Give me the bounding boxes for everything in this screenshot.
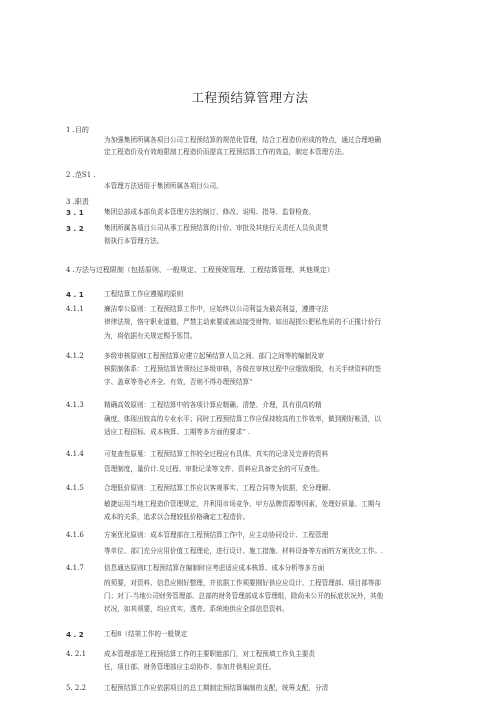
paragraph-line: 多级审核原则I工程预结算应建立起殛结算人员之间、部门之间等的编制及审 — [104, 352, 325, 360]
section-number: 4.1.7 — [66, 564, 84, 572]
section-number: 4. 2.1 — [66, 650, 87, 658]
paragraph-line: 成本管理部是工程预结算工作的主要职能部门，对工程预填工作负主要责 — [104, 650, 315, 658]
section-number: 1 .目的 — [66, 126, 89, 134]
paragraph-line: 适应工程招标、成本核算、工期等多方面的要求” . — [104, 428, 251, 436]
paragraph-line: 集团所属各项目公司从事工程预结算的计价、审批及其他行关责任人员负责贯 — [104, 224, 329, 232]
section-number: 4.1.5 — [66, 484, 84, 492]
paragraph-line: 状况，如其须要，均应真实、透亮、系统地供应全部信息资料。 — [104, 605, 289, 613]
paragraph-line: 字、盖章等务必齐全、有效，否则不得办理预结算“ — [104, 378, 253, 386]
section-number: 4 . 2 — [66, 630, 84, 639]
paragraph-line: 定工程造价及有效地限制工程造价而提高工程预结算工作的效益，制定本管理方法。 — [104, 148, 348, 156]
paragraph-line: 工程预结算工作应依据项目的总工期制定预结算编制的支配，统筹支配，分清 — [104, 684, 329, 692]
section-number: 4 . 1 — [66, 290, 84, 299]
section-number: 4.1.4 — [66, 450, 84, 458]
paragraph-line: 的须要，对资料、信息应刚好整理，并依据工作须要刚好供应应设计、工程管理部、项目部等部 — [104, 579, 381, 587]
paragraph-line: 可复查性原戛：工程预结算工作的全过程应有具体、真实的记录及完善的资料 — [104, 450, 329, 458]
section-number: 3 . 2 — [66, 224, 84, 233]
paragraph-line: 本管理方法适用于集团所属各项目公司。 — [104, 182, 223, 190]
paragraph-line: 门；对丁-当地公司财务管理部、总部的财务管理部成本管理组，除尚未公开的标底状况外，其他 — [104, 592, 384, 600]
section-number: 2 .范S1 . — [66, 171, 96, 179]
document-title: 工程预结算管理方法 — [191, 90, 309, 105]
section-number: 5. 2.2 — [66, 684, 87, 692]
paragraph-line: 工程8（结第工作的一般规定 — [104, 630, 188, 638]
paragraph-line: 确度，体现出较高的专业水平；同时工程预结算工作应保持较高的工作效率，做到刚好帐清，以 — [104, 415, 381, 423]
paragraph-line: 工程结算工作应遵循的原则 — [104, 290, 184, 298]
paragraph-line: 为，将依据有关规定赐予惩罚。 — [104, 332, 197, 340]
paragraph-line: 精确高效原则：工程结算中的各项计算应精确、清楚、介理，具有很高的精 — [104, 401, 322, 409]
section-number: 4 .方法与过程限制（包括原则、一般规定、工程预妮管理、工程结算管理、其他规定） — [66, 266, 334, 274]
section-number: 4.1.1 — [66, 305, 84, 313]
paragraph-line: 任，项目部、财务管理部应主动协作、参加并供相应责任。 — [104, 663, 276, 671]
paragraph-line: 合理低价原则：工程预结算工作应以客观事实、工程合同等为依据，充分理解、 — [104, 484, 335, 492]
paragraph-line: 管理制度，量价计.兑过程、审批记录等文件、资料应具备完全的可互查性。 — [104, 465, 324, 473]
section-number: 4.1.2 — [66, 352, 84, 360]
section-number: 3 .职责 — [66, 198, 89, 206]
paragraph-line: 成本的关系，追求以合理较低价格确定工程造价。 — [104, 513, 250, 521]
paragraph-line: 核限制体系：工程预结算皆须经过多级审核，各级在审核过程中应细致细致，有关手续资料的签 — [104, 365, 381, 373]
paragraph-line: 廉洁奉公原则：工程预结算工作中，应始终以公司利益为最高利益，遵遵守法 — [104, 305, 329, 313]
section-number: 4.1.6 — [66, 531, 84, 539]
paragraph-line: 方案优化原则：成本管理部在工程预结算工作中，应主动协同设计、工程管理 — [104, 531, 329, 539]
paragraph-line: 等单位、部门充分应用价值工程理论，进行设计、施工措施、材料设备等方面的方案优化工作。. — [104, 547, 384, 555]
paragraph-line: 敏捷运用当地工程造价管理规定，并利用市场竞争、甲方品牌资源等因素，处理好质量、工期与 — [104, 500, 381, 508]
section-number: 3 . 1 — [66, 208, 84, 217]
paragraph-line: 信息通达原则I工程预结算在编制时应考虑适应成本核算、成本分析等多方面 — [104, 564, 325, 572]
paragraph-line: 集团总部成本部负责本管理方法的制订、修改、说明、指导、监督检查。 — [104, 208, 315, 216]
paragraph-line: 律律法规，恪守职业道德，严禁主动索要或被动接受财物。如出现损公肥私性质的不正揽计价行 — [104, 318, 381, 326]
section-number: 4.1.3 — [66, 401, 84, 409]
paragraph-line: 为加强集团所属各项目公司工程预结算的规范化管理，结合工程造价形成的特点，通过合理地确 — [104, 136, 381, 144]
paragraph-line: 彻执行本管理方法。 — [104, 237, 164, 245]
